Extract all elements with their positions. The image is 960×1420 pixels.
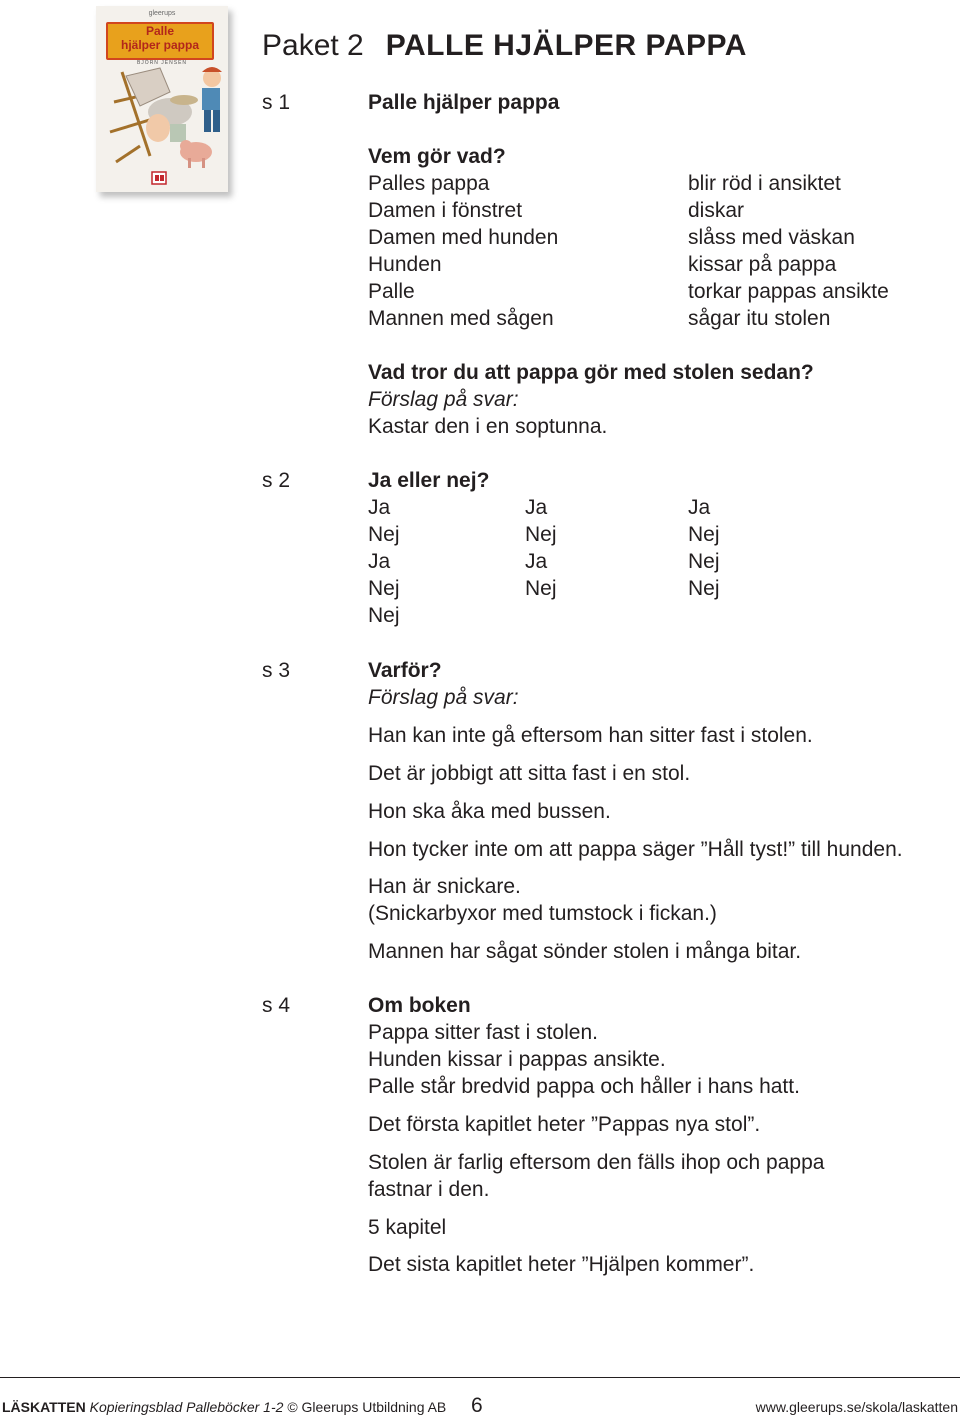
section-label-s1: s 1 [262, 91, 291, 114]
footer-subtitle: Kopieringsblad Palleböcker 1-2 [89, 1399, 284, 1415]
s3-answer: (Snickarbyxor med tumstock i fickan.) [368, 902, 717, 925]
s4-line: 5 kapitel [368, 1216, 447, 1239]
match-right-item: slåss med väskan [688, 226, 855, 249]
yes-no-answer: Ja [688, 496, 711, 519]
footer-copyright: © Gleerups Utbildning AB [287, 1399, 447, 1415]
match-right-item: diskar [688, 199, 745, 222]
yes-no-answer: Nej [688, 550, 720, 573]
match-right-item: kissar på pappa [688, 253, 837, 276]
match-left-item: Palles pappa [368, 172, 490, 195]
s3-answer: Mannen har sågat sönder stolen i många bitar. [368, 940, 802, 963]
match-left-item: Palle [368, 280, 415, 303]
package-title: PALLE HJÄLPER PAPPA [385, 29, 747, 62]
match-right-item: torkar pappas ansikte [688, 280, 889, 303]
yes-no-answer: Ja [368, 550, 391, 573]
match-left-item: Hunden [368, 253, 442, 276]
s4-line: Det sista kapitlet heter ”Hjälpen kommer”. [368, 1253, 755, 1276]
yes-no-answer: Ja [368, 496, 391, 519]
s4-line: fastnar i den. [368, 1178, 490, 1201]
yes-no-answer: Nej [368, 523, 400, 546]
section-label-s2: s 2 [262, 469, 291, 492]
s4-line: Palle står bredvid pappa och håller i hans hatt. [368, 1075, 800, 1098]
section-label-s3: s 3 [262, 659, 291, 682]
yes-no-answer: Nej [525, 577, 557, 600]
s4-line: Det första kapitlet heter ”Pappas nya stol”. [368, 1113, 761, 1136]
match-right-item: sågar itu stolen [688, 307, 831, 330]
s3-answer: Det är jobbigt att sitta fast i en stol. [368, 762, 691, 785]
s3-answer: Hon ska åka med bussen. [368, 800, 611, 823]
section-label-s4: s 4 [262, 994, 291, 1017]
match-right-item: blir röd i ansiktet [688, 172, 841, 195]
yes-no-answer: Nej [368, 604, 400, 627]
s4-line: Stolen är farlig eftersom den fälls ihop och pappa [368, 1151, 825, 1174]
yes-no-answer: Nej [525, 523, 557, 546]
s1-suggestion-label: Förslag på svar: [368, 388, 519, 411]
cover-title-line1: Palle [145, 24, 175, 38]
document-title [262, 28, 747, 64]
book-cover-image [96, 6, 228, 192]
s2-heading: Ja eller nej? [368, 469, 490, 492]
yes-no-answer: Nej [688, 577, 720, 600]
footer-divider [0, 1377, 960, 1378]
cover-title-line2: hjälper pappa [120, 38, 200, 52]
s1-answer: Kastar den i en soptunna. [368, 415, 608, 438]
s3-answer: Hon tycker inte om att pappa säger ”Håll tyst!” till hunden. [368, 838, 903, 861]
page-number: 6 [471, 1394, 483, 1417]
yes-no-answer: Ja [525, 550, 548, 573]
yes-no-answer: Ja [525, 496, 548, 519]
yes-no-answer: Nej [368, 577, 400, 600]
match-heading: Vem gör vad? [368, 145, 506, 168]
footer-brand: LÄSKATTEN [2, 1399, 86, 1415]
cover-author: BJÖRN JENSEN [136, 60, 188, 66]
package-label: Paket 2 [262, 29, 364, 62]
match-left-item: Mannen med sågen [368, 307, 554, 330]
yes-no-answer: Nej [688, 523, 720, 546]
cover-illustration [96, 6, 228, 192]
s3-answer: Han är snickare. [368, 875, 521, 898]
s1-question: Vad tror du att pappa gör med stolen sedan? [368, 361, 814, 384]
s3-answer: Han kan inte gå eftersom han sitter fast i stolen. [368, 724, 813, 747]
footer-credit [2, 1397, 446, 1417]
footer-url: www.gleerups.se/skola/laskatten [755, 1399, 958, 1415]
cover-publisher: gleerups [148, 10, 176, 17]
s3-suggestion-label: Förslag på svar: [368, 686, 519, 709]
s4-line: Hunden kissar i pappas ansikte. [368, 1048, 666, 1071]
match-left-item: Damen i fönstret [368, 199, 523, 222]
match-left-item: Damen med hunden [368, 226, 559, 249]
s3-heading: Varför? [368, 659, 442, 682]
s4-heading: Om boken [368, 994, 471, 1017]
s1-heading: Palle hjälper pappa [368, 91, 560, 114]
s4-line: Pappa sitter fast i stolen. [368, 1021, 598, 1044]
